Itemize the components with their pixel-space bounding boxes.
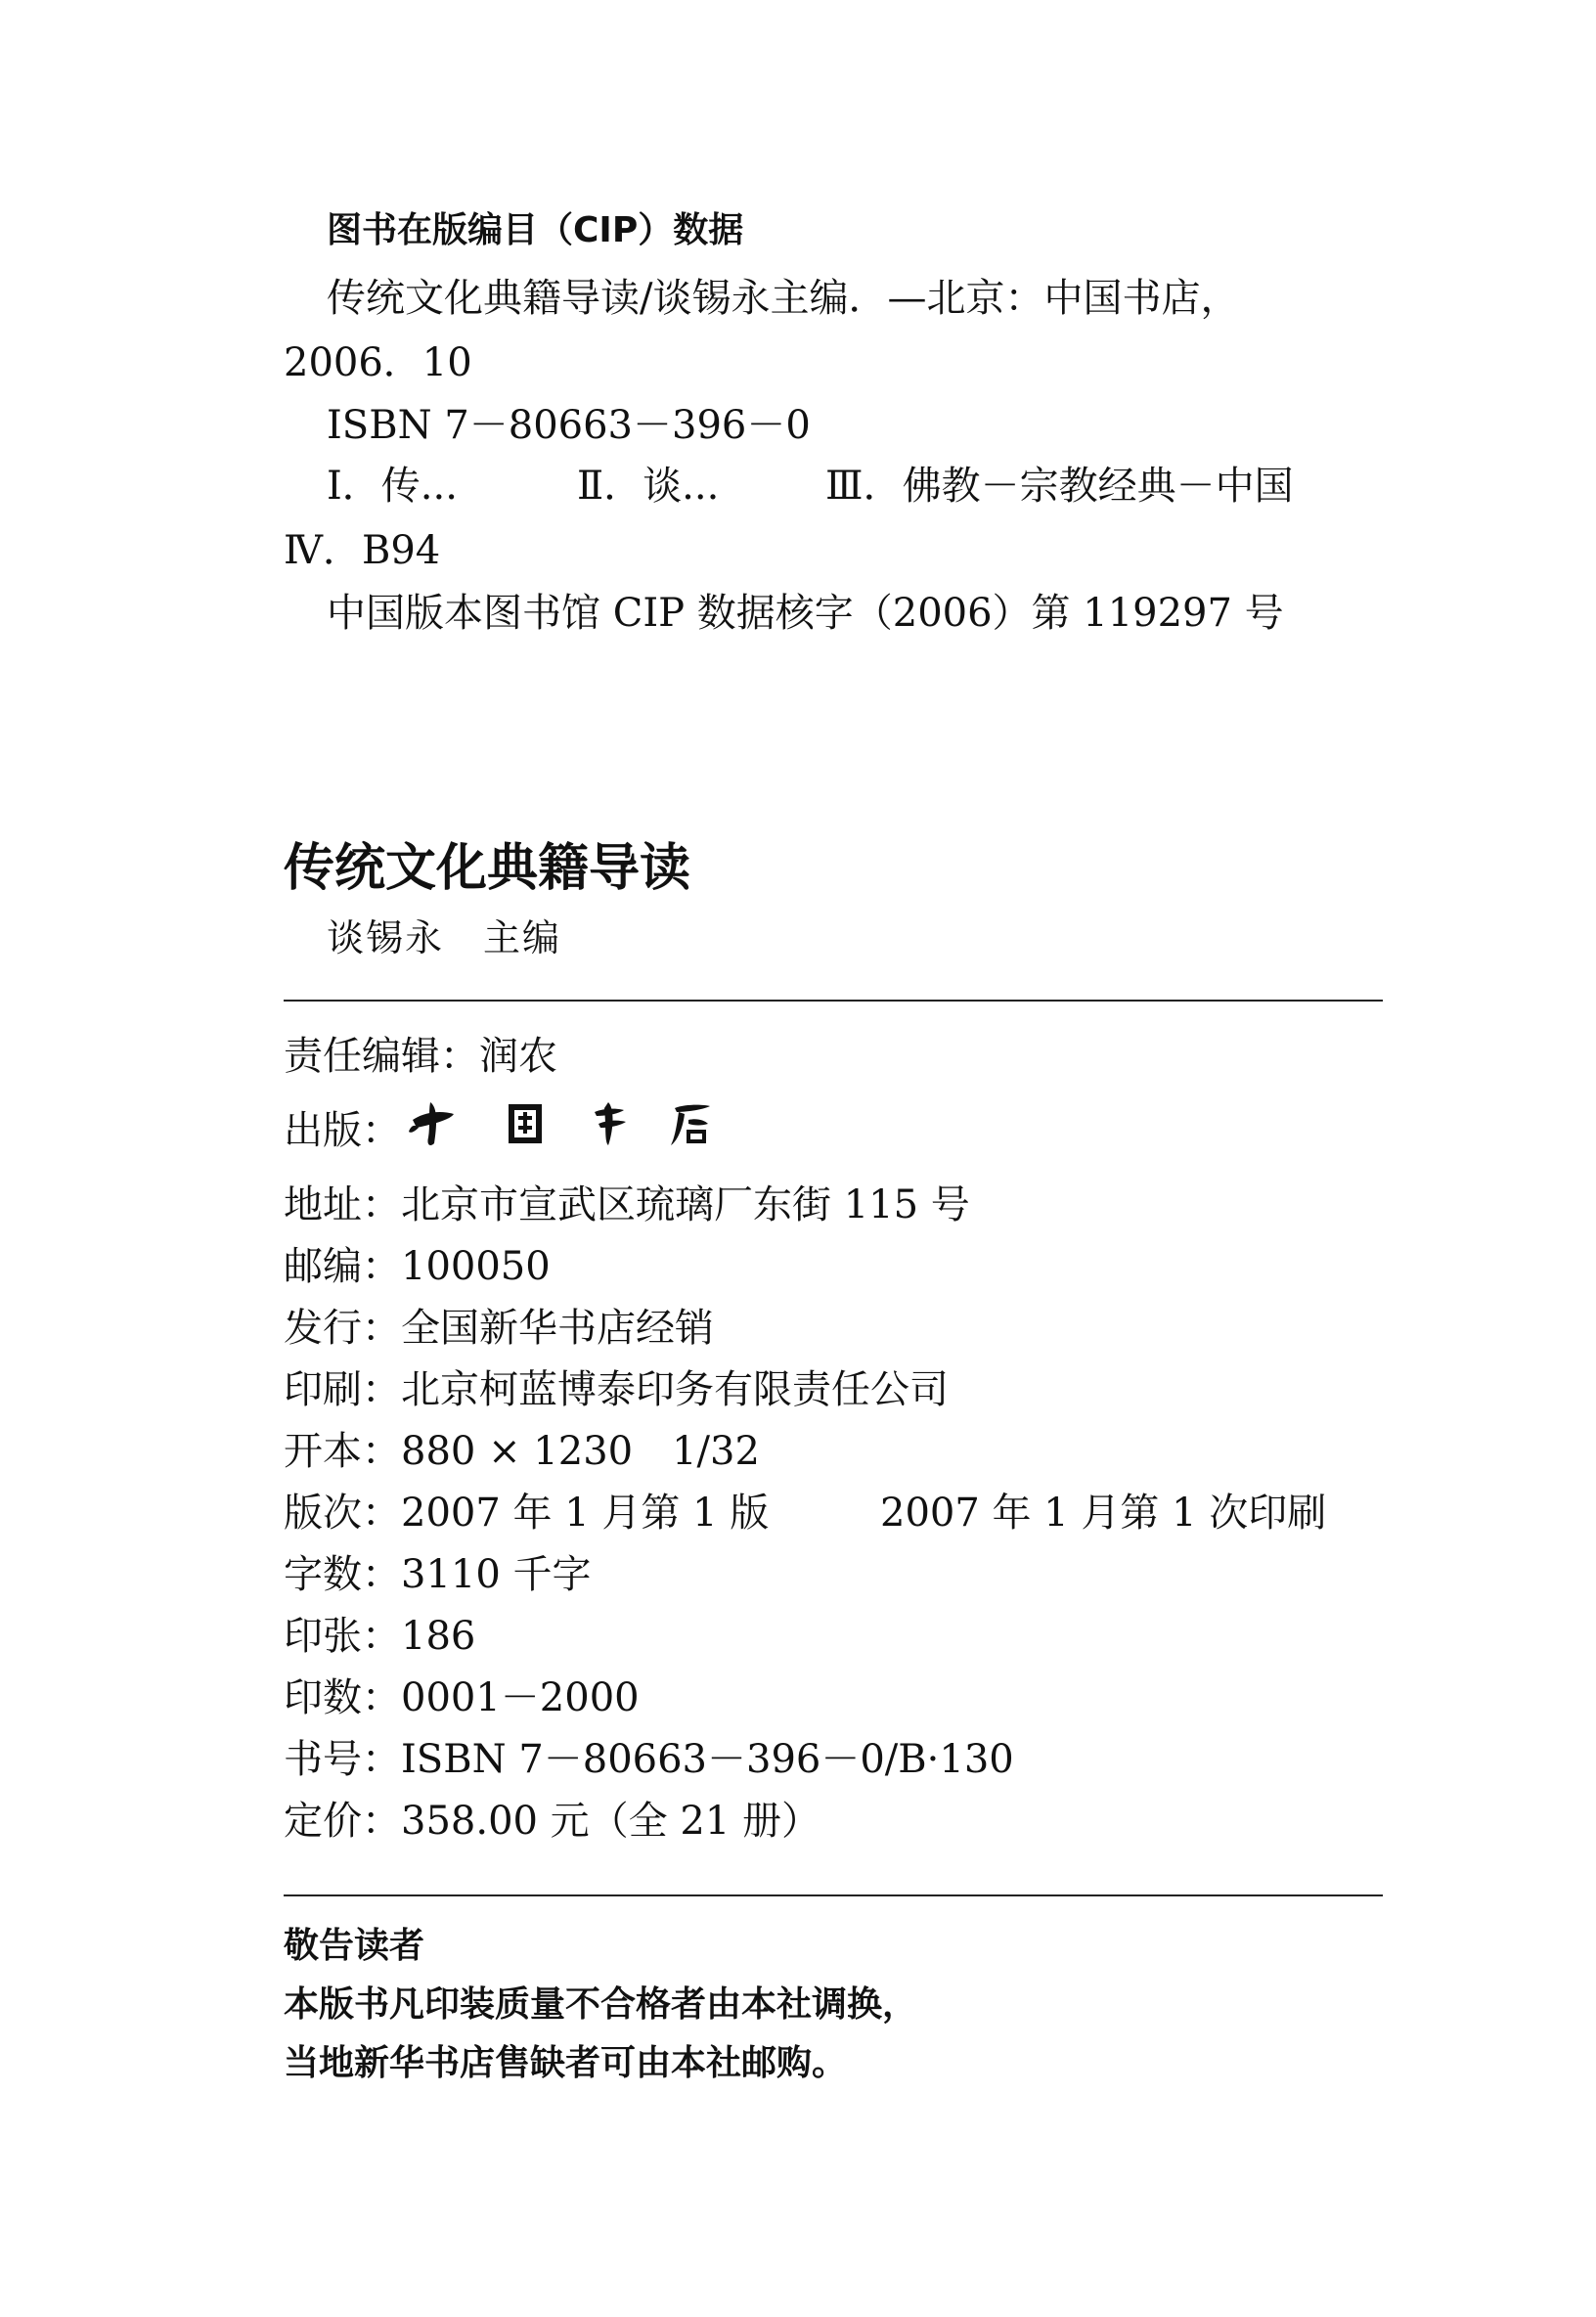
info-value-impression: 2007 年 1 月第 1 次印刷: [880, 1491, 1327, 1536]
info-distribution: [284, 1306, 714, 1351]
info-label: 邮编：: [284, 1244, 401, 1289]
info-responsible-editor: [284, 1034, 557, 1079]
cip-classification-item: Ⅲ．佛教－宗教经典－中国: [825, 464, 1294, 509]
info-value: 全国新华书店经销: [401, 1306, 714, 1351]
info-value: 880 × 1230 1/32: [401, 1429, 760, 1474]
book-editor: 谈锡永 主编: [327, 916, 562, 959]
info-label: 印数：: [284, 1675, 401, 1720]
info-price: [284, 1799, 821, 1844]
info-label: 责任编辑：: [284, 1034, 479, 1079]
info-value: 358.00 元（全 21 册）: [401, 1799, 821, 1844]
info-label: 版次：: [284, 1491, 401, 1536]
info-publisher: [284, 1098, 718, 1156]
info-value: 100050: [401, 1244, 551, 1289]
notice-line: 当地新华书店售缺者可由本社邮购。: [284, 2043, 848, 2083]
cip-classification-item: Ⅱ．谈...: [577, 464, 720, 509]
cip-line-title-author: 传统文化典籍导读/谈锡永主编．—北京：中国书店，: [327, 276, 1240, 321]
info-value: ISBN 7－80663－396－0/B·130: [401, 1737, 1014, 1782]
cip-classification-item: Ⅰ．传...: [327, 464, 458, 509]
info-label: 字数：: [284, 1552, 401, 1597]
cip-line-isbn: ISBN 7－80663－396－0: [327, 403, 811, 448]
cip-heading: 图书在版编目（CIP）数据: [327, 210, 744, 250]
info-label: 发行：: [284, 1306, 401, 1351]
info-value: 3110 千字: [401, 1552, 592, 1597]
notice-line: 本版书凡印装质量不合格者由本社调换，: [284, 1984, 918, 2025]
info-value: 0001－2000: [401, 1675, 640, 1720]
cip-line-record: 中国版本图书馆 CIP 数据核字（2006）第 119297 号: [327, 591, 1284, 636]
info-address: [284, 1182, 970, 1227]
cip-line-classification-cont: Ⅳ．B94: [284, 528, 441, 573]
info-print-run: [284, 1675, 640, 1720]
info-edition: [284, 1491, 1327, 1536]
info-label: 书号：: [284, 1737, 401, 1782]
cip-line-classification: [327, 464, 1402, 510]
divider-top: [284, 1000, 1383, 1002]
cip-line-date: 2006．10: [284, 340, 472, 385]
info-label: 出版：: [284, 1108, 401, 1153]
info-label: 印张：: [284, 1614, 401, 1659]
info-word-count: [284, 1552, 592, 1597]
info-value: 2007 年 1 月第 1 版: [401, 1491, 770, 1536]
info-label: 定价：: [284, 1799, 401, 1844]
info-postcode: [284, 1244, 551, 1289]
info-label: 印刷：: [284, 1367, 401, 1412]
info-value: 北京柯蓝博泰印务有限责任公司: [401, 1367, 949, 1412]
publisher-logo-icon: [405, 1098, 718, 1156]
info-printing: [284, 1367, 949, 1412]
info-format: [284, 1429, 760, 1474]
divider-bottom: [284, 1894, 1383, 1896]
notice-title: 敬告读者: [284, 1926, 425, 1966]
info-value: 186: [401, 1614, 476, 1659]
info-book-number: [284, 1737, 1014, 1782]
info-value: 润农: [479, 1034, 557, 1079]
info-value: 北京市宣武区琉璃厂东街 115 号: [401, 1182, 970, 1227]
info-sheets: [284, 1614, 476, 1659]
book-title: 传统文化典籍导读: [284, 839, 691, 898]
info-label: 地址：: [284, 1182, 401, 1227]
info-label: 开本：: [284, 1429, 401, 1474]
